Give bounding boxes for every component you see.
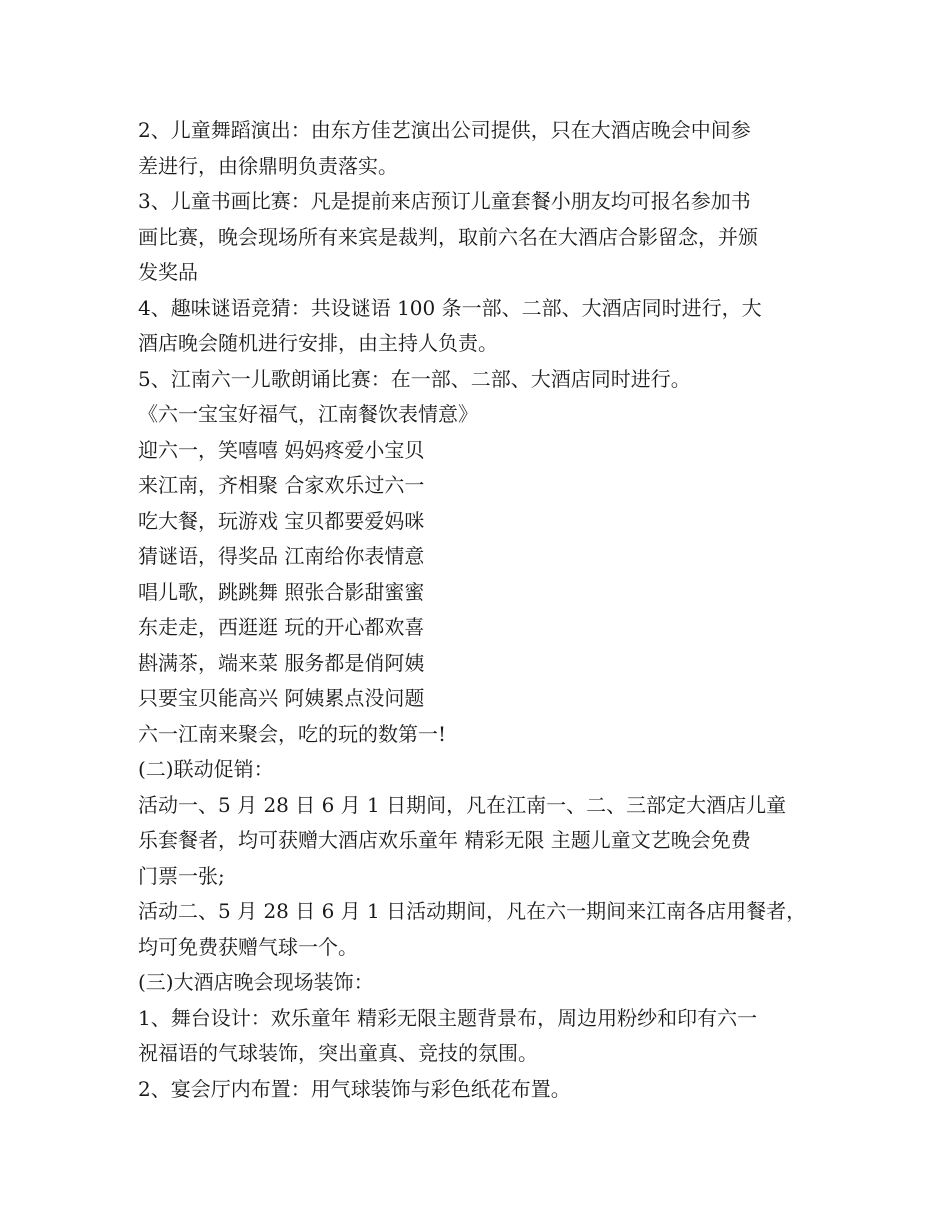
poem-line: 猜谜语，得奖品 江南给你表情意 [138,544,425,568]
poem-line: 东走走，西逛逛 玩的开心都欢喜 [138,615,425,639]
poem-line: 来江南，齐相聚 合家欢乐过六一 [138,473,425,497]
document-body [138,113,828,1107]
text-line: 均可免费获赠气球一个。 [138,934,358,959]
text-line: 3、儿童书画比赛：凡是提前来店预订儿童套餐小朋友均可报名参加书 [138,189,751,213]
text-line: 2、儿童舞蹈演出：由东方佳艺演出公司提供，只在大酒店晚会中间参 [138,118,751,142]
text-line: 发奖品 [138,260,198,284]
text-line: 门票一张; [138,863,225,888]
text-line: 差进行，由徐鼎明负责落实。 [138,153,398,178]
section-heading: (三)大酒店晚会现场装饰： [138,970,374,994]
text-line: 活动二、5 月 28 日 6 月 1 日活动期间，凡在六一期间来江南各店用餐者， [138,899,807,923]
text-line: 5、江南六一儿歌朗诵比赛：在一部、二部、大酒店同时进行。 [138,366,691,391]
text-line: 4、趣味谜语竞猜：共设谜语 100 条一部、二部、大酒店同时进行，大 [138,295,762,320]
poem-line: 六一江南来聚会，吃的玩的数第一! [138,721,447,746]
poem-line: 吃大餐，玩游戏 宝贝都要爱妈咪 [138,508,425,533]
poem-line: 唱儿歌，跳跳舞 照张合影甜蜜蜜 [138,579,425,604]
text-line: 祝福语的气球装饰，突出童真、竞技的氛围。 [138,1041,538,1065]
section-heading: (二)联动促销： [138,757,274,781]
poem-title: 《六一宝宝好福气，江南餐饮表情意》 [138,402,478,426]
text-line: 画比赛，晚会现场所有来宾是裁判，取前六名在大酒店合影留念，并颁 [138,224,758,249]
poem-line: 斟满茶，端来菜 服务都是俏阿姨 [138,650,425,675]
text-line: 乐套餐者，均可获赠大酒店欢乐童年 精彩无限 主题儿童文艺晚会免费 [138,828,751,852]
text-line: 1、舞台设计：欢乐童年 精彩无限主题背景布，周边用粉纱和印有六一 [138,1005,758,1030]
text-line: 酒店晚会随机进行安排，由主持人负责。 [138,331,498,355]
poem-line: 只要宝贝能高兴 阿姨累点没问题 [138,686,425,710]
poem-line: 迎六一，笑嘻嘻 妈妈疼爱小宝贝 [138,437,425,462]
text-line: 2、宴会厅内布置：用气球装饰与彩色纸花布置。 [138,1076,571,1101]
text-line: 活动一、5 月 28 日 6 月 1 日期间，凡在江南一、二、三部定大酒店儿童 [138,792,787,817]
